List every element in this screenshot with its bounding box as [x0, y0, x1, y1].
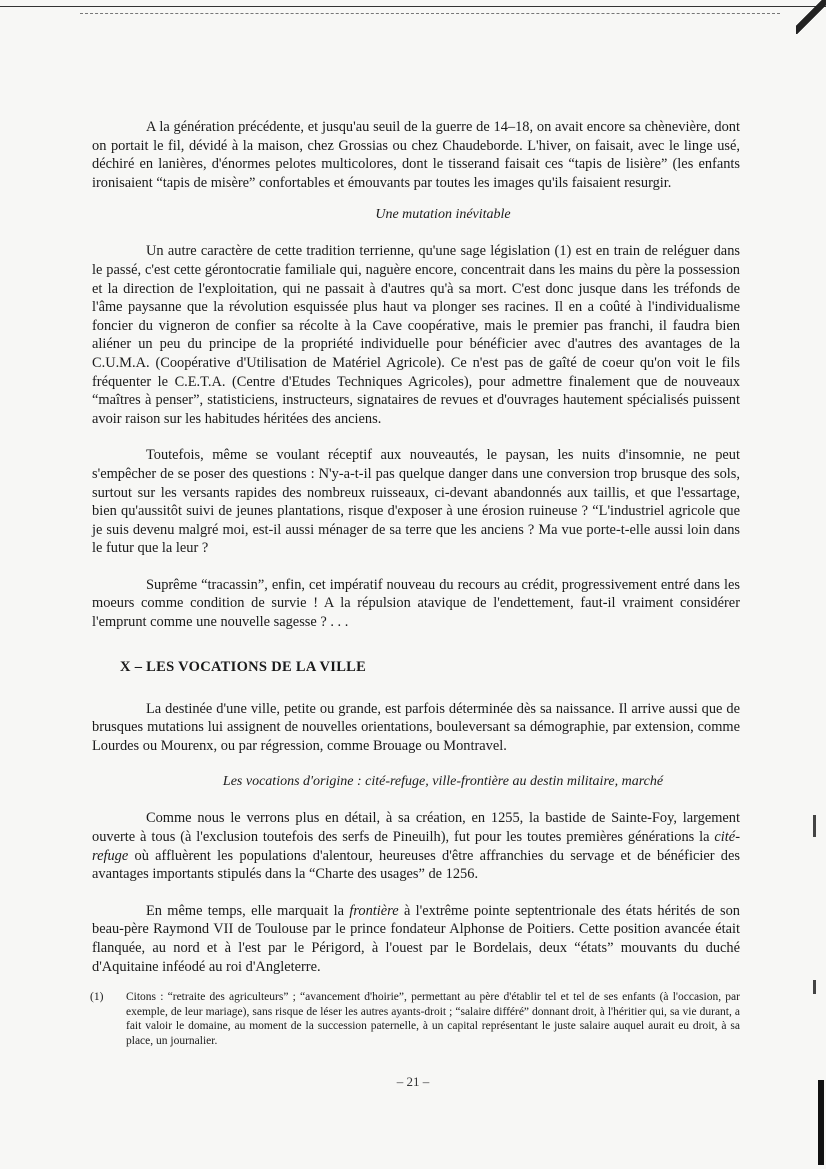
scan-margin-mark [813, 815, 816, 837]
scan-border-top-dashed [80, 13, 780, 14]
emphasis-frontiere: frontière [349, 902, 399, 919]
scan-border-right [818, 1080, 824, 1165]
paragraph-cite-refuge: Comme nous le verrons plus en détail, à sa création, en 1255, la bastide de Sainte-Foy, largement ouverte à tous (à l'exclusion toutefois des serfs de Pineuilh), fut pour les toutes premières générations la cité-refuge où affluèrent les populations d'alentour, heureuses d'être affranchies du servage et de bénéficier des avantages importants stipulés dans la “Charte des usages” de 1256. [92, 810, 740, 883]
paragraph-chenevière: A la génération précédente, et jusqu'au seuil de la guerre de 14–18, on avait encore sa chènevière, dont on portait le fil, dévidé à la maison, chez Grossias ou chez Chaudeborde. L'hiver, on faisait, avec le linge usé, déchiré en lanières, d'énormes pelotes multicolores, dont le tisserand faisait ces “tapis de lisière” (les enfants ironisaient “tapis de misère” confortables et émouvants par toutes les images qu'ils faisaient resurgir. [92, 119, 740, 191]
section-heading: X – LES VOCATIONS DE LA VILLE [120, 658, 367, 675]
footnote [92, 990, 740, 1048]
paragraph-frontiere: En même temps, elle marquait la frontière à l'extrême pointe septentrionale des états hérités de son beau-père Raymond VII de Toulouse par le prince fondateur Alphonse de Poitiers. Cette position avancée était flanquée, au nord et à l'est par le Périgord, à l'ouest par le Bordelais, deux “états” mouvants du duché d'Aquitaine inféodé au roi d'Angleterre. [92, 902, 740, 975]
scan-border-top [0, 6, 826, 7]
page-number: – 21 – [396, 1074, 430, 1089]
paragraph-gerontocratie: Un autre caractère de cette tradition terrienne, qu'une sage législation (1) est en train de reléguer dans le passé, c'est cette gérontocratie familiale qui, naguère encore, concentrait dans les mains du père la possession et la direction de l'exploitation, qui ne passait à d'autres qu'à sa mort. C'est donc jusque dans les tréfonds de l'âme paysanne que la révolution esquissée plus haut va plonger ses racines. Il en a coûté à l'individualisme foncier du vigneron de confier sa récolte à la Cave coopérative, mais le premier pas franchi, il faudra bien aliéner un peu du principe de la propriété individuelle pour bénéficier avec d'autres des avantages de la C.U.M.A. (Coopérative d'Utilisation de Matériel Agricole). Ce n'est pas de gaîté de coeur qu'on voit le fils fréquenter le C.E.T.A. (Centre d'Etudes Techniques Agricoles), pour admettre finalement que de nouveaux “maîtres à penser”, statisticiens, instructeurs, signataires de revues et d'ouvrages hautement spécialisés puissent avoir raison sur les habitudes héritées des anciens. [92, 243, 740, 427]
emphasis-cite-refuge: cité-refuge [92, 829, 740, 864]
document-page [92, 118, 740, 1049]
subheading-vocations: Les vocations d'origine : cité-refuge, ville-frontière au destin militaire, marché [222, 774, 664, 790]
scan-corner-mark [796, 0, 826, 34]
footnote-text: Citons : “retraite des agriculteurs” ; “avancement d'hoirie”, permettant au père d'établir tel et tel de ses enfants (à l'occasion, par exemple, de leur mariage), sans risque de léser les autres ayants-droit ; “salaire différé” donnant droit, à l'héritier qui, sa vie durant, a fait valoir le domaine, au moment de la succession paternelle, à un capital représentant le juste salaire auquel aurait eu droit, à sa place, un journalier. [126, 991, 740, 1047]
paragraph-questions: Toutefois, même se voulant réceptif aux nouveautés, le paysan, les nuits d'insomnie, ne peut s'empêcher de se poser des questions : N'y-a-t-il pas quelque danger dans une conversion trop brusque des sols, surtout sur les versants rapides des nombreux ruisseaux, ci-devant abandonnés aux taillis, et que l'essartage, bien qu'aussitôt suivi de jeunes plantations, risque d'exposer à une érosion ruineuse ? “L'industriel agricole que je suis devenu malgré moi, est-il aussi ménager de sa terre que les anciens ? Ma vue porte-t-elle aussi loin dans le futur que la leur ? [92, 447, 740, 557]
footnote-mark: (1) [90, 991, 104, 1004]
scan-margin-mark [813, 980, 816, 994]
paragraph-credit: Suprême “tracassin”, enfin, cet impératif nouveau du recours au crédit, progressivement entré dans les moeurs comme condition de survie ! A la répulsion atavique de l'endettement, faut-il vraiment considérer l'emprunt comme une nouvelle sagesse ? . . . [92, 576, 740, 631]
paragraph-destinee: La destinée d'une ville, petite ou grande, est parfois déterminée dès sa naissance. Il arrive aussi que de brusques mutations lui assignent de nouvelles orientations, bouleversant sa démographie, par extension, comme Lourdes ou Mourenx, ou par régression, comme Brouage ou Montravel. [92, 700, 740, 754]
subheading-mutation: Une mutation inévitable [375, 207, 511, 223]
